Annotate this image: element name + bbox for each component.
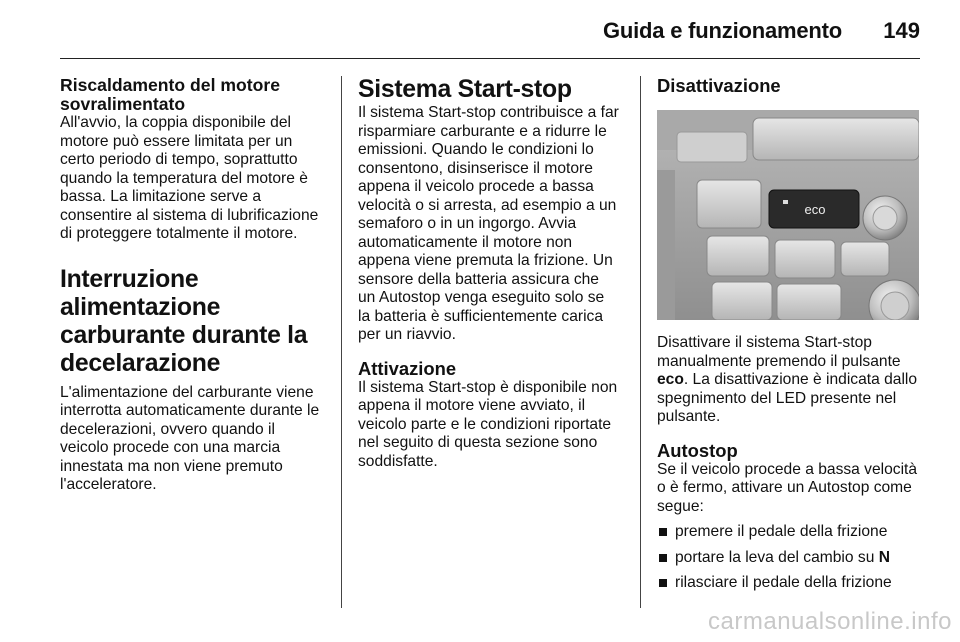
list-item: portare la leva del cambio su N <box>657 549 919 568</box>
section-body-deactivation: Disattivare il sistema Start-stop manualmente premendo il pulsante eco. La disattivazione è indicata dallo spegnimento del LED presente nel pulsante. <box>657 334 918 425</box>
autostop-steps-list <box>657 523 919 593</box>
section-body-fuel-cutoff: L'alimentazione del carburante viene interrotta automaticamente durante le decelerazioni, ovvero quando il veicolo procede con una marcia innestata ma non viene premuto l'acceleratore. <box>60 383 320 493</box>
bullet-square-icon <box>659 579 667 587</box>
section-body-autostop: Se il veicolo procede a bassa velocità o è fermo, attivare un Autostop come segue: <box>657 460 918 515</box>
section-heading-autostop: Autostop <box>657 439 738 461</box>
list-item: rilasciare il pedale della frizione <box>657 574 919 593</box>
eco-button-label: eco <box>804 202 826 217</box>
column-3 <box>657 76 919 593</box>
page-number: 149 <box>883 18 920 43</box>
page-header <box>60 0 920 59</box>
column-2 <box>358 76 620 471</box>
watermark: carmanualsonline.info <box>708 608 952 635</box>
section-heading-engine-warmup: Riscaldamento del motore sovralimentato <box>60 75 280 114</box>
section-title-start-stop: Sistema Start-stop <box>358 76 572 103</box>
list-item: premere il pedale della frizione <box>657 523 919 542</box>
section-body-start-stop: Il sistema Start-stop contribuisce a far risparmiare carburante e a ridurre le emissioni. Quando le condizioni lo consentono, disinserisce il motore appena il veicolo procede a bassa velocità o si arresta, ad esempio a un semaforo o in un ingorgo. Avvia automaticamente il motore non appena viene premuta la frizione. Un sensore della batteria assicura che un Autostop venga eseguito solo se la batteria è sufficientemente carica per un riavvio. <box>358 104 619 343</box>
column-divider-2 <box>640 76 641 608</box>
header-title: Guida e funzionamento <box>602 18 842 43</box>
section-heading-deactivation: Disattivazione <box>657 75 781 96</box>
eco-button-reference: eco <box>657 371 684 388</box>
section-body-activation: Il sistema Start-stop è disponibile non appena il motore viene avviato, il veicolo parte e le condizioni riportate nel seguito di questa sezione sono soddisfatte. <box>358 378 618 470</box>
column-1 <box>60 76 322 495</box>
column-divider-1 <box>341 76 342 608</box>
bullet-square-icon <box>659 554 667 562</box>
section-body-engine-warmup: All'avvio, la coppia disponibile del motore può essere limitata per un certo periodo di tempo, soprattutto quando la temperatura del motore è bassa. La limitazione serve a consentire al sistema di lubrificazione di proteggere totalmente il motore. <box>60 114 319 242</box>
section-heading-fuel-cutoff: Interruzione alimentazione carburante durante la decelarazione <box>60 265 308 377</box>
bullet-square-icon <box>659 528 667 536</box>
eco-button-photo <box>657 110 919 320</box>
section-heading-activation: Attivazione <box>358 357 457 379</box>
